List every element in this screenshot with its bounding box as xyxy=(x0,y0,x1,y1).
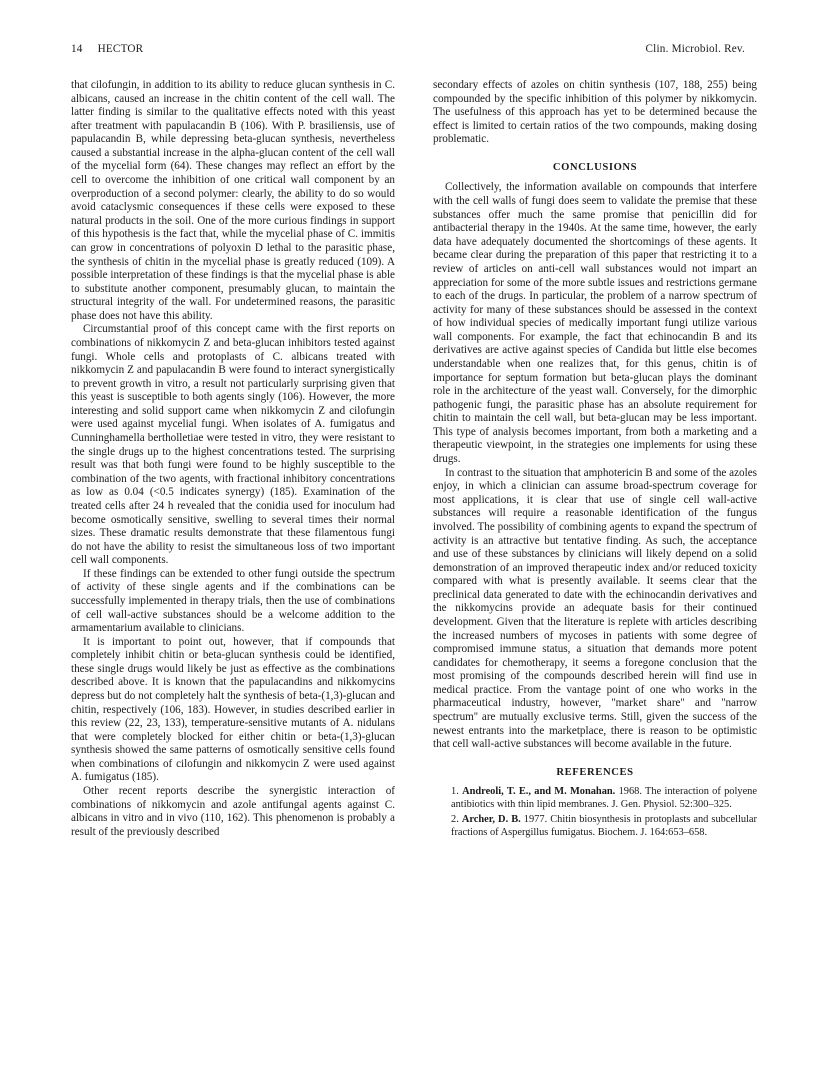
header-left xyxy=(71,43,143,55)
paragraph: secondary effects of azoles on chitin synthesis (107, 188, 255) being compounded by the specific inhibition of this polymer by nikkomycin. The usefulness of this approach has yet to be determined because the effect is limited to certain ratios of the two compounds, making dosing problematic. xyxy=(433,79,757,146)
reference-authors: Andreoli, T. E., and M. Monahan. xyxy=(462,786,616,798)
paragraph: that cilofungin, in addition to its ability to reduce glucan synthesis in C. albicans, caused an increase in the chitin content of the cell wall. The latter finding is similar to the qualitative effects noted with this yeast after treatment with papulacandin B (106). With P. brasiliensis, use of papulacandin B, while depressing beta-glucan synthesis, nevertheless caused a substantial increase in the alpha-glucan content of the cell wall of the mycelial form (64). These changes may reflect an effort by the cell to overcome the inhibition of one critical wall component by an overproduction of a second polymer: clearly, the ability to do so would avoid cataclysmic consequences if these cells were exposed to these natural products in the soil. One of the more curious findings in support of this hypothesis is the fact that, while the mycelial phase of C. immitis can grow in concentrations of polyoxin D lethal to the parasitic phase, the synthesis of chitin in the mycelial phase is greatly reduced (109). A possible interpretation of these findings is that the mycelial phase is able to substitute another component, presumably glucan, to maintain the structural integrity of the wall. For undetermined reasons, the parasitic phase does not have this ability. xyxy=(71,79,395,322)
reference-number: 1. xyxy=(451,786,459,798)
reference-authors: Archer, D. B. xyxy=(461,814,521,826)
reference-item xyxy=(433,786,757,811)
paragraph: Other recent reports describe the synergistic interaction of combinations of nikkomycin and azole antifungal agents against C. albicans in vitro and in vivo (110, 162). This phenomenon is probably a result of the previously described xyxy=(71,785,395,838)
header-author: HECTOR xyxy=(97,43,144,55)
paragraph: It is important to point out, however, that if compounds that completely inhibit chitin or beta-glucan synthesis could be identified, these single drugs would likely be just as effective as the combinations described above. It is known that the papulacandins and nikkomycins depress but do not completely halt the synthesis of beta-(1,3)-glucan and chitin, respectively (106, 183). However, in studies described earlier in this review (22, 23, 133), temperature-sensitive mutants of A. nidulans that were completely blocked for either chitin or beta-(1,3)-glucan synthesis showed the same patterns of osmotically sensitive cells found when combinations of cilofungin and nikkomycin Z were used against A. fumigatus (185). xyxy=(71,635,395,784)
paragraph: Circumstantial proof of this concept came with the first reports on combinations of nikkomycin Z and beta-glucan inhibitors tested against fungi. Whole cells and protoplasts of C. albicans treated with nikkomycin Z and papulacandin B were found to interact synergistically to prevent growth in vitro, a result not particularly surprising given that this yeast is susceptible to both agents singly (106). However, the more interesting and solid support came when nikkomycin Z and cilofungin were used against mycelial fungi. When isolates of A. fumigatus and Cunninghamella bertholletiae were tested in vitro, they were resistant to the single drugs up to the highest concentrations tested. The surprising result was that both fungi were found to be highly susceptible to the combination of the two agents, with fractional inhibitory concentrations as low as 0.04 (<0.5 indicates synergy) (185). Examination of the treated cells after 24 h revealed that the conidia used for inoculum had become osmotically sensitive, swelling to several times their normal sizes. These dramatic results demonstrate that these filamentous fungi do not have the ability to resist the simultaneous loss of two important cell wall components. xyxy=(71,323,395,567)
header-journal: Clin. Microbiol. Rev. xyxy=(645,43,745,55)
paragraph: Collectively, the information available on compounds that interfere with the cell walls of fungi does seem to validate the premise that these substances offer much the same promise that penicillin did for antibacterial therapy in the 1940s. At the same time, however, the early data have adequately documented the shortcomings of these agents. It became clear during the preparation of this paper that restricting it to a review of articles on anti-cell wall substances would not impart an appreciation for some of the more subtle issues and restrictions germane to each of the drugs. In particular, the problem of a narrow spectrum of activity for many of these substances should be assessed in the context of how individual species of medically important fungi utilize various wall components. For example, the fact that echinocandin B and its derivatives are active against species of Candida but little else becomes understandable when one realizes that, for this genus, chitin is of importance for septum formation but beta-glucan plays the dominant role in the architecture of the yeast wall. Conversely, for the dimorphic pathogenic fungi, the parasitic phase has an absolute requirement for chitin to maintain the cell wall, but beta-glucan may be less important. This type of analysis becomes important, from both a marketing and a therapeutic viewpoint, in the strategies one implements for using these drugs. xyxy=(433,181,757,466)
right-column xyxy=(433,79,757,842)
reference-number: 2. xyxy=(451,814,459,826)
running-header xyxy=(71,43,745,59)
paragraph: In contrast to the situation that amphotericin B and some of the azoles enjoy, in which a clinician can assume broad-spectrum coverage for most applications, it is clear that use of single cell wall-active substances will require a reasonable identification of the fungus involved. The possibility of combining agents to expand the spectrum of activity is an attractive but tentative finding. As such, the acceptance and use of these substances by clinicians will likely depend on a solid demonstration of an improved therapeutic index and/or reduced toxicity compared with what is presently available. It seems clear that the preclinical data generated to date with the echinocandin derivatives and the nikkomycins provide an adequate basis for their continued development. Given that the literature is replete with articles describing the increased numbers of mycoses in patients with some degree of compromised immune status, a situation that demands more potent candidates for chemotherapy, it seems a foregone conclusion that the most promising of the compounds described herein will find use in medical practice. From the vantage point of one who works in the pharmaceutical industry, however, ''market share'' and ''narrow spectrum'' are mutually exclusive terms. Still, given the success of the newest entrants into the marketplace, there is reason to be optimistic that cell wall-active substances will become available in the future. xyxy=(433,466,757,751)
references-heading: REFERENCES xyxy=(556,766,634,778)
conclusions-heading: CONCLUSIONS xyxy=(552,161,638,173)
left-column xyxy=(71,79,395,839)
reference-item xyxy=(433,814,757,839)
paragraph: If these findings can be extended to other fungi outside the spectrum of activity of these single agents and if the combinations can be successfully implemented in therapy trials, then the use of combinations of cell wall-active substances should be a welcome addition to the armamentarium available to clinicians. xyxy=(71,567,395,635)
page-number: 14 xyxy=(71,43,83,55)
reference-details: 1977. Chitin biosynthesis in protoplasts and subcellular fractions of Aspergillus fumigatus. Biochem. J. 164:653–658. xyxy=(451,814,757,838)
reference-details: 1968. The interaction of polyene antibiotics with thin lipid membranes. J. Gen. Physiol. 52:300–325. xyxy=(451,786,757,810)
